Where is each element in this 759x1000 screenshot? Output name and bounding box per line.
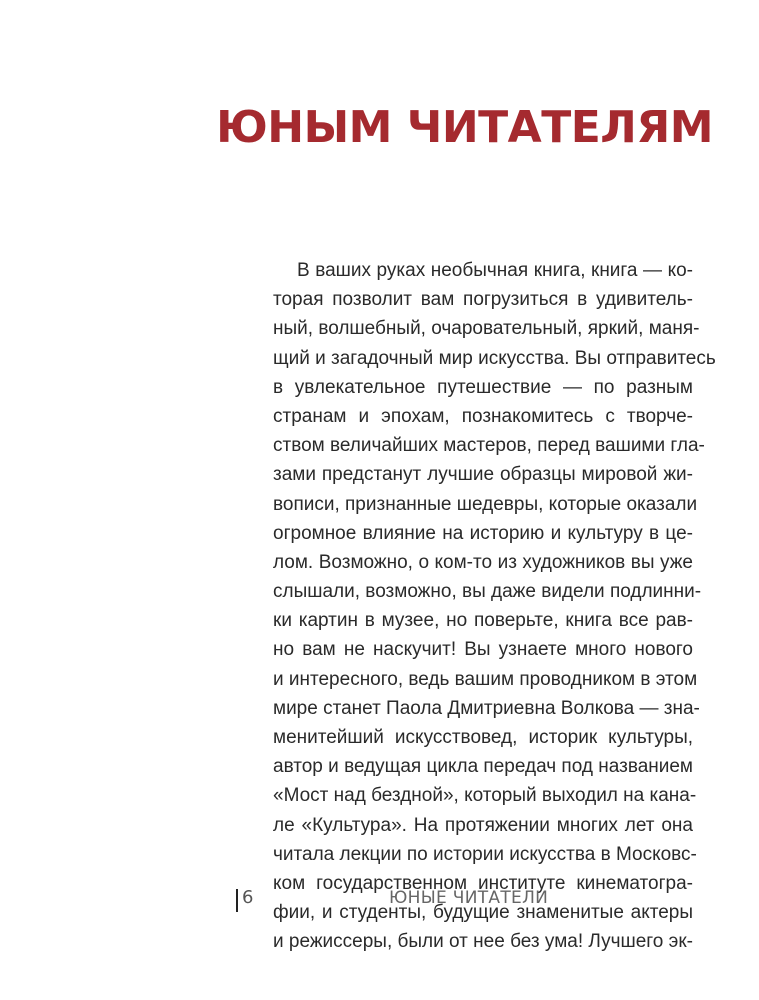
body-line: мире станет Паола Дмитриевна Волкова — зна- <box>273 697 700 719</box>
body-line: ле «Культура». На протяжении многих лет она <box>273 814 693 836</box>
body-line: менитейший искусствовед, историк культуры, <box>273 727 693 748</box>
page-title: ЮНЫМ ЧИТАТЕЛЯМ <box>216 102 713 153</box>
body-line: зами предстанут лучшие образцы мировой жи- <box>273 464 693 486</box>
body-line: автор и ведущая цикла передач под названием <box>273 756 693 778</box>
body-line: ком государственном институте кинематогра- <box>273 872 693 894</box>
body-line: ный, волшебный, очаровательный, яркий, маня- <box>273 318 700 340</box>
running-head: ЮНЫЕ ЧИТАТЕЛИ <box>389 888 549 908</box>
body-line: и режиссеры, были от нее без ума! Лучшего эк- <box>273 931 693 953</box>
body-line: странам и эпохам, познакомитесь с творче- <box>273 405 693 427</box>
body-line: но вам не наскучит! Вы узнаете много нового <box>273 639 693 661</box>
body-line: читала лекции по истории искусства в Московс- <box>273 843 697 865</box>
body-line: и интересного, ведь вашим проводником в этом <box>273 668 698 690</box>
page-number-divider <box>236 889 238 912</box>
body-line: слышали, возможно, вы даже видели подлинни- <box>273 581 702 603</box>
page-number: 6 <box>242 887 254 908</box>
body-line: ки картин в музее, но поверьте, книга все рав- <box>273 610 693 632</box>
body-line: торая позволит вам погрузиться в удивитель- <box>273 289 693 311</box>
body-line: В ваших руках необычная книга, книга — ко- <box>297 260 693 281</box>
body-line: огромное влияние на историю и культуру в це- <box>273 522 693 544</box>
body-text <box>273 256 716 957</box>
body-line: лом. Возможно, о ком-то из художников вы уже <box>273 551 693 573</box>
body-line: фии, и студенты, будущие знаменитые актеры <box>273 902 693 924</box>
body-line: в увлекательное путешествие — по разным <box>273 376 693 398</box>
body-line: вописи, признанные шедевры, которые оказали <box>273 493 698 515</box>
body-line: ством величайших мастеров, перед вашими гла- <box>273 435 705 457</box>
body-line: щий и загадочный мир искусства. Вы отправитесь <box>273 347 716 369</box>
body-line: «Мост над бездной», который выходил на кана- <box>273 785 697 807</box>
